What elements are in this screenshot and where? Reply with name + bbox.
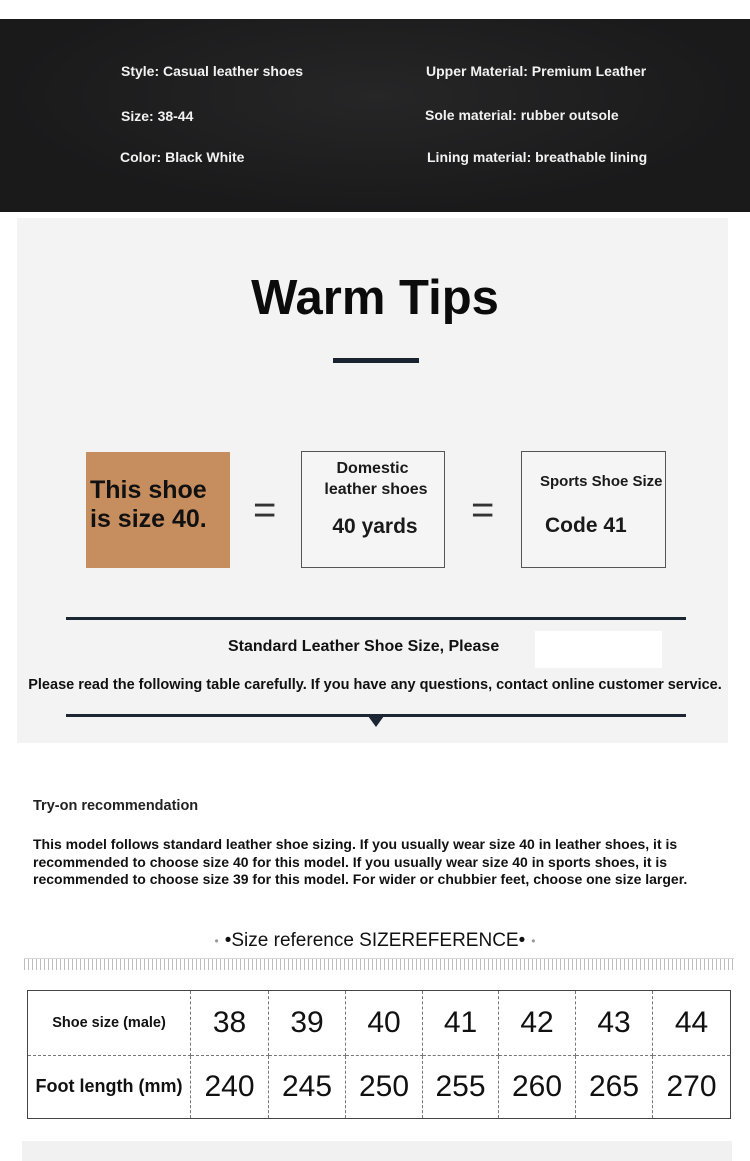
sports-label: Sports Shoe Size [540,473,663,490]
table-row [28,1055,731,1119]
shoe-size-cell: 40 [346,991,423,1056]
tryon-heading: Try-on recommendation [33,798,199,814]
foot-length-cell: 265 [576,1055,653,1119]
this-shoe-size-box [86,452,230,568]
divider-arrow-icon [368,716,384,727]
shoe-size-cell: 43 [576,991,653,1056]
spec-sole-material: Sole material: rubber outsole [425,107,619,123]
row-label-foot-length: Foot length (mm) [28,1055,191,1119]
warm-tips-title: Warm Tips [251,271,499,325]
spec-lining-material: Lining material: breathable lining [427,149,648,165]
size-table [27,990,731,1119]
foot-length-cell: 240 [191,1055,269,1119]
foot-length-cell: 250 [346,1055,423,1119]
divider-top [66,617,686,620]
domestic-line1: Domestic [336,460,409,477]
sports-size-box [521,451,666,568]
blank-patch [535,631,662,668]
standard-size-heading: Standard Leather Shoe Size, Please [228,638,500,655]
domestic-size-box [301,451,445,568]
sports-value: Code 41 [545,514,627,537]
specs-banner [0,19,750,212]
spec-style: Style: Casual leather shoes [121,63,304,79]
spec-size: Size: 38-44 [121,108,194,124]
bottom-strip [22,1141,732,1161]
shoe-size-cell: 44 [653,991,731,1056]
dot-icon: • [214,933,219,948]
title-underline [333,358,419,363]
tryon-body: This model follows standard leather shoe sizing. If you usually wear size 40 in leather shoes, it is recommended to choose size 40 for this model. If you usually wear size 40 in sports shoes, it is recommended to choose size 39 for this model. For wider or chubbier feet, choose one size larger. [33,836,688,887]
size-reference-title-text: •Size reference SIZEREFERENCE• [224,930,526,951]
foot-length-cell: 260 [499,1055,576,1119]
this-shoe-size-text: This shoe is size 40. [90,476,207,533]
spec-upper-material: Upper Material: Premium Leather [426,63,647,79]
shoe-size-cell: 39 [269,991,346,1056]
equals-sign: = [471,488,495,532]
foot-length-cell: 270 [653,1055,731,1119]
spec-color: Color: Black White [120,149,245,165]
size-reference-title [0,930,750,952]
standard-size-instruction: Please read the following table carefully. If you have any questions, contact online customer service. [28,677,722,693]
domestic-value: 40 yards [332,515,418,538]
foot-length-cell: 245 [269,1055,346,1119]
domestic-line2: leather shoes [324,481,428,498]
foot-length-cell: 255 [423,1055,499,1119]
equals-sign: = [253,488,277,532]
shoe-size-cell: 41 [423,991,499,1056]
dot-icon: • [531,933,536,948]
shoe-size-cell: 42 [499,991,576,1056]
table-row [28,991,731,1056]
shoe-size-cell: 38 [191,991,269,1056]
row-label-shoe-size: Shoe size (male) [28,991,191,1056]
ruler-decoration [24,958,734,970]
